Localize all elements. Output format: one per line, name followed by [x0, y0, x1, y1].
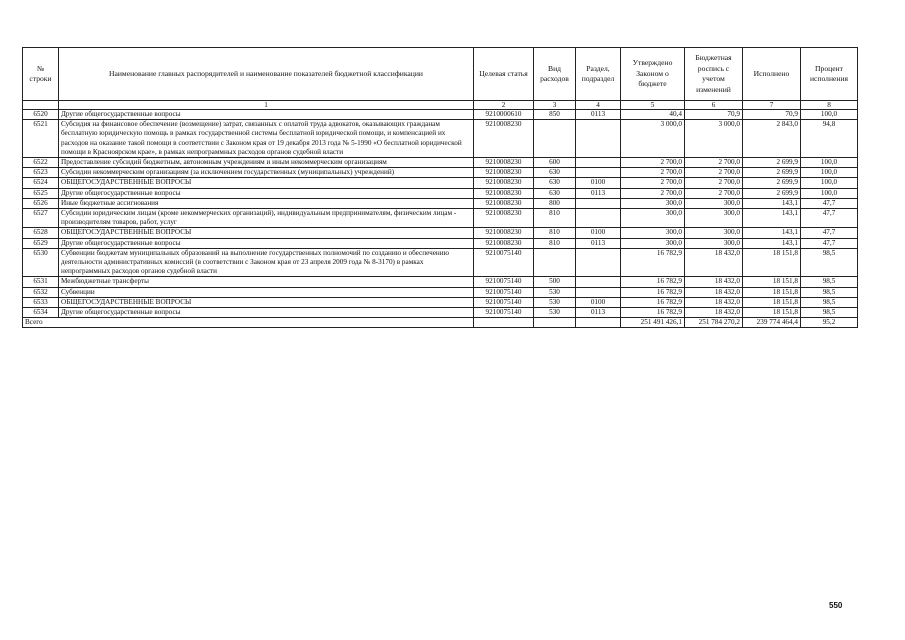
row-section: 0100	[576, 297, 621, 307]
row-budget-schedule: 18 432,0	[685, 277, 743, 287]
table-body	[23, 110, 858, 318]
column-number: 1	[59, 101, 474, 110]
column-number: 7	[743, 101, 801, 110]
column-number: 3	[534, 101, 576, 110]
row-expense-kind: 630	[534, 178, 576, 188]
row-executed: 2 699,9	[743, 188, 801, 198]
row-expense-kind: 500	[534, 277, 576, 287]
row-executed: 18 151,8	[743, 277, 801, 287]
row-section: 0113	[576, 308, 621, 318]
row-number: 6526	[23, 198, 59, 208]
row-section	[576, 277, 621, 287]
row-section	[576, 120, 621, 158]
row-budget-schedule: 2 700,0	[685, 158, 743, 168]
row-section: 0113	[576, 188, 621, 198]
row-number: 6531	[23, 277, 59, 287]
total-approved: 251 491 426,1	[621, 318, 685, 328]
page-number: 550	[829, 601, 843, 610]
row-approved: 16 782,9	[621, 248, 685, 277]
total-target-cell	[474, 318, 534, 328]
total-executed: 239 774 464,4	[743, 318, 801, 328]
column-number: 6	[685, 101, 743, 110]
row-expense-kind: 810	[534, 209, 576, 228]
row-target-article: 9210008230	[474, 198, 534, 208]
row-approved: 300,0	[621, 228, 685, 238]
row-approved: 16 782,9	[621, 308, 685, 318]
row-expense-kind: 800	[534, 198, 576, 208]
row-executed: 2 699,9	[743, 158, 801, 168]
row-section	[576, 287, 621, 297]
column-number: 5	[621, 101, 685, 110]
row-executed: 143,1	[743, 238, 801, 248]
row-budget-schedule: 3 000,0	[685, 120, 743, 158]
row-approved: 300,0	[621, 198, 685, 208]
total-label: Всего	[23, 318, 474, 328]
row-budget-schedule: 300,0	[685, 209, 743, 228]
row-budget-schedule: 300,0	[685, 228, 743, 238]
column-number	[23, 101, 59, 110]
row-target-article: 9210008230	[474, 120, 534, 158]
row-approved: 40,4	[621, 110, 685, 120]
row-budget-schedule: 300,0	[685, 238, 743, 248]
row-percent: 98,5	[801, 277, 858, 287]
table-row	[23, 188, 858, 198]
row-budget-schedule: 18 432,0	[685, 248, 743, 277]
table-row	[23, 158, 858, 168]
row-approved: 2 700,0	[621, 168, 685, 178]
row-number: 6525	[23, 188, 59, 198]
table-row	[23, 110, 858, 120]
row-percent: 47,7	[801, 238, 858, 248]
row-budget-schedule: 2 700,0	[685, 188, 743, 198]
row-approved: 16 782,9	[621, 297, 685, 307]
table-row	[23, 308, 858, 318]
row-name: Субвенции	[59, 287, 474, 297]
row-expense-kind: 600	[534, 158, 576, 168]
row-approved: 3 000,0	[621, 120, 685, 158]
column-number-row	[23, 101, 858, 110]
table-row	[23, 178, 858, 188]
row-name: Межбюджетные трансферты	[59, 277, 474, 287]
table-row	[23, 248, 858, 277]
row-number: 6521	[23, 120, 59, 158]
row-executed: 2 699,9	[743, 178, 801, 188]
header-name: Наименование главных распорядителей и наименование показателей бюджетной классификации	[59, 48, 474, 101]
row-name: Другие общегосударственные вопросы	[59, 238, 474, 248]
row-number: 6527	[23, 209, 59, 228]
row-target-article: 9210075140	[474, 287, 534, 297]
row-expense-kind: 850	[534, 110, 576, 120]
header-expense-kind: Вид расходов	[534, 48, 576, 101]
header-executed: Исполнено	[743, 48, 801, 101]
budget-table	[22, 47, 858, 328]
row-percent: 98,5	[801, 287, 858, 297]
row-approved: 2 700,0	[621, 178, 685, 188]
row-approved: 300,0	[621, 238, 685, 248]
row-budget-schedule: 18 432,0	[685, 308, 743, 318]
row-executed: 143,1	[743, 209, 801, 228]
row-target-article: 9210075140	[474, 297, 534, 307]
row-name: Субвенции бюджетам муниципальных образований на выполнение государственных полномочий по созданию и обеспечению деятельности административных комиссий (в соответствии с Законом края от 23 апреля 2009 года № 8-3170) в рамках непрограммных расходов органов судебной власти	[59, 248, 474, 277]
row-target-article: 9210075140	[474, 277, 534, 287]
row-section	[576, 209, 621, 228]
row-expense-kind	[534, 120, 576, 158]
row-expense-kind: 810	[534, 238, 576, 248]
row-name: ОБЩЕГОСУДАРСТВЕННЫЕ ВОПРОСЫ	[59, 297, 474, 307]
row-executed: 2 699,9	[743, 168, 801, 178]
row-target-article: 9210075140	[474, 248, 534, 277]
row-percent: 98,5	[801, 308, 858, 318]
row-target-article: 9210000610	[474, 110, 534, 120]
row-number: 6532	[23, 287, 59, 297]
row-expense-kind	[534, 248, 576, 277]
row-expense-kind: 530	[534, 297, 576, 307]
row-name: Иные бюджетные ассигнования	[59, 198, 474, 208]
row-number: 6533	[23, 297, 59, 307]
row-name: Другие общегосударственные вопросы	[59, 308, 474, 318]
row-budget-schedule: 300,0	[685, 198, 743, 208]
row-budget-schedule: 18 432,0	[685, 287, 743, 297]
row-target-article: 9210008230	[474, 228, 534, 238]
row-expense-kind: 810	[534, 228, 576, 238]
row-executed: 70,9	[743, 110, 801, 120]
row-percent: 94,8	[801, 120, 858, 158]
row-executed: 18 151,8	[743, 248, 801, 277]
row-percent: 47,7	[801, 209, 858, 228]
header-section: Раздел, подраздел	[576, 48, 621, 101]
column-number: 8	[801, 101, 858, 110]
row-section: 0113	[576, 238, 621, 248]
row-target-article: 9210008230	[474, 168, 534, 178]
total-percent: 95,2	[801, 318, 858, 328]
row-name: Субсидия на финансовое обеспечение (возмещение) затрат, связанных с оплатой труда адвокатов, оказывающих гражданам бесплатную юридическую помощь в рамках государственной системы бесплатной юридической помощи, и компенсацией их расходов на оказание такой помощи в соответствии с Законом края от 19 декабря 2013 года № 5-1990 «О бесплатной юридической помощи в Красноярском крае», в рамках непрограммных расходов органов судебной власти	[59, 120, 474, 158]
header-target-article: Целевая статья	[474, 48, 534, 101]
total-budget-schedule: 251 784 270,2	[685, 318, 743, 328]
row-percent: 100,0	[801, 178, 858, 188]
row-executed: 2 843,0	[743, 120, 801, 158]
row-percent: 98,5	[801, 297, 858, 307]
header-row-number: № строки	[23, 48, 59, 101]
table-row	[23, 238, 858, 248]
row-budget-schedule: 18 432,0	[685, 297, 743, 307]
row-number: 6528	[23, 228, 59, 238]
table-row	[23, 228, 858, 238]
header-budget-schedule: Бюджетная роспись с учетом изменений	[685, 48, 743, 101]
row-target-article: 9210008230	[474, 178, 534, 188]
row-number: 6520	[23, 110, 59, 120]
row-percent: 100,0	[801, 188, 858, 198]
row-number: 6534	[23, 308, 59, 318]
row-target-article: 9210008230	[474, 158, 534, 168]
row-name: Предоставление субсидий бюджетным, автономным учреждениям и иным некоммерческим организациям	[59, 158, 474, 168]
row-name: Субсидии некоммерческим организациям (за исключением государственных (муниципальных) учреждений)	[59, 168, 474, 178]
row-percent: 47,7	[801, 198, 858, 208]
row-percent: 47,7	[801, 228, 858, 238]
row-expense-kind: 630	[534, 188, 576, 198]
table-row	[23, 287, 858, 297]
row-target-article: 9210008230	[474, 238, 534, 248]
row-section	[576, 168, 621, 178]
table-row	[23, 198, 858, 208]
row-executed: 18 151,8	[743, 297, 801, 307]
row-section: 0100	[576, 228, 621, 238]
header-approved: Утверждено Законом о бюджете	[621, 48, 685, 101]
table-row	[23, 209, 858, 228]
row-number: 6530	[23, 248, 59, 277]
row-target-article: 9210008230	[474, 209, 534, 228]
row-budget-schedule: 2 700,0	[685, 178, 743, 188]
table-row	[23, 297, 858, 307]
row-section	[576, 198, 621, 208]
row-percent: 98,5	[801, 248, 858, 277]
header-row	[23, 48, 858, 101]
row-approved: 2 700,0	[621, 158, 685, 168]
row-name: Другие общегосударственные вопросы	[59, 188, 474, 198]
row-budget-schedule: 70,9	[685, 110, 743, 120]
row-section: 0113	[576, 110, 621, 120]
row-executed: 18 151,8	[743, 287, 801, 297]
row-percent: 100,0	[801, 168, 858, 178]
row-approved: 16 782,9	[621, 277, 685, 287]
total-kind-cell	[534, 318, 576, 328]
column-number: 4	[576, 101, 621, 110]
row-number: 6523	[23, 168, 59, 178]
row-approved: 16 782,9	[621, 287, 685, 297]
row-number: 6522	[23, 158, 59, 168]
row-percent: 100,0	[801, 158, 858, 168]
row-name: ОБЩЕГОСУДАРСТВЕННЫЕ ВОПРОСЫ	[59, 228, 474, 238]
column-number: 2	[474, 101, 534, 110]
table-row	[23, 277, 858, 287]
row-approved: 2 700,0	[621, 188, 685, 198]
row-budget-schedule: 2 700,0	[685, 168, 743, 178]
row-target-article: 9210075140	[474, 308, 534, 318]
total-section-cell	[576, 318, 621, 328]
row-executed: 18 151,8	[743, 308, 801, 318]
row-target-article: 9210008230	[474, 188, 534, 198]
table-row	[23, 120, 858, 158]
row-executed: 143,1	[743, 198, 801, 208]
row-section: 0100	[576, 178, 621, 188]
row-expense-kind: 530	[534, 287, 576, 297]
row-section	[576, 248, 621, 277]
total-row	[23, 318, 858, 328]
row-number: 6524	[23, 178, 59, 188]
row-section	[576, 158, 621, 168]
row-name: Субсидии юридическим лицам (кроме некоммерческих организаций), индивидуальным предпринимателям, физическим лицам - производителям товаров, работ, услуг	[59, 209, 474, 228]
row-percent: 100,0	[801, 110, 858, 120]
header-percent: Процент исполнения	[801, 48, 858, 101]
row-executed: 143,1	[743, 228, 801, 238]
row-number: 6529	[23, 238, 59, 248]
row-approved: 300,0	[621, 209, 685, 228]
table-row	[23, 168, 858, 178]
row-name: Другие общегосударственные вопросы	[59, 110, 474, 120]
row-name: ОБЩЕГОСУДАРСТВЕННЫЕ ВОПРОСЫ	[59, 178, 474, 188]
row-expense-kind: 630	[534, 168, 576, 178]
row-expense-kind: 530	[534, 308, 576, 318]
